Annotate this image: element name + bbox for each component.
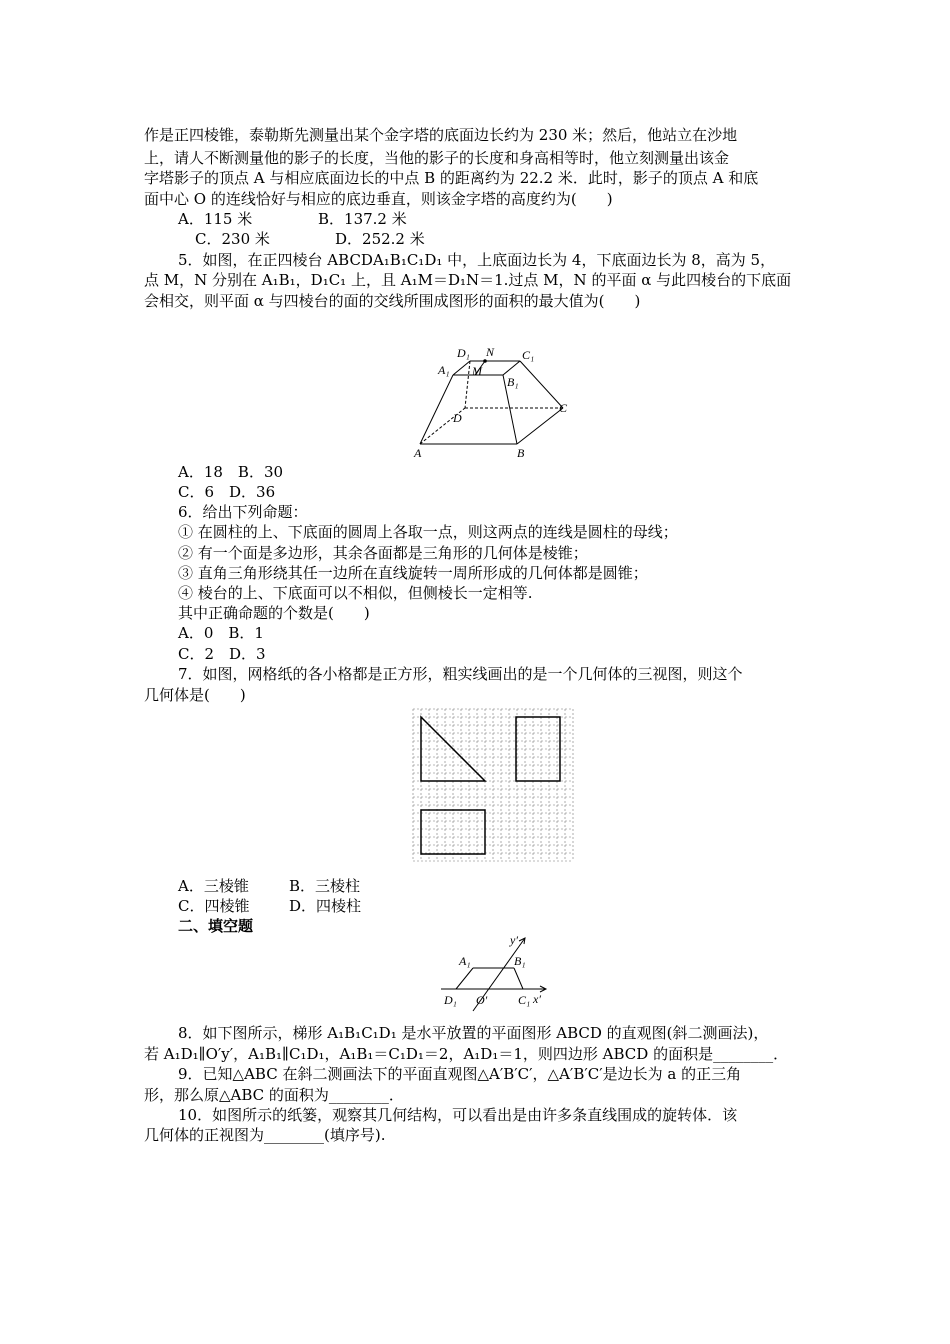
label-a: A	[414, 446, 422, 460]
q6-options-row1: A．0 B．1	[178, 624, 264, 642]
label-m: M	[472, 364, 482, 378]
q6-item2: ② 有一个面是多边形，其余各面都是三角形的几何体是棱锥；	[178, 544, 588, 562]
label-n: N	[486, 345, 495, 359]
q6-item4: ④ 棱台的上、下底面可以不相似，但侧棱长一定相等.	[178, 584, 533, 602]
label-b1: B₁	[514, 954, 526, 968]
label-x-prime: x′	[533, 992, 541, 1006]
label-d1: D₁	[457, 346, 470, 360]
q10-line1: 10．如图所示的纸篓，观察其几何结构，可以看出是由许多条直线围成的旋转体．该	[178, 1106, 738, 1124]
q7-option-b: B．三棱柱	[289, 877, 361, 895]
q7-option-c: C．四棱锥	[178, 897, 250, 915]
q4-option-c: C．230 米	[195, 230, 270, 248]
q4-line1: 作是正四棱锥，泰勒斯先测量出某个金字塔的底面边长约为 230 米；然后，他站立在沙地	[144, 126, 738, 144]
q6-item1: ① 在圆柱的上、下底面的圆周上各取一点，则这两点的连线是圆柱的母线；	[178, 523, 678, 541]
label-b1: B₁	[507, 375, 519, 389]
label-a1: A₁	[459, 954, 471, 968]
label-d1: D₁	[444, 993, 457, 1007]
label-o-prime: O′	[476, 993, 488, 1007]
label-c1: C₁	[518, 993, 531, 1007]
q9-line2: 形，那么原△ABC 的面积为________．	[144, 1086, 404, 1104]
q8-line2: 若 A₁D₁∥O′y′，A₁B₁∥C₁D₁，A₁B₁＝C₁D₁＝2，A₁D₁＝1，则四边形 ABCD 的面积是________．	[144, 1045, 789, 1063]
label-d: D	[453, 411, 462, 425]
q5-line1: 5．如图，在正四棱台 ABCDA₁B₁C₁D₁ 中，上底面边长为 4，下底面边长为 8，高为 5，	[178, 251, 776, 269]
q7-option-a: A．三棱锥	[178, 877, 249, 895]
three-view-grid-figure	[409, 705, 574, 866]
label-b: B	[517, 446, 525, 460]
q4-line3: 字塔影子的顶点 A 与相应底面边长的中点 B 的距离约为 22.2 米．此时，影子的顶点 A 和底	[144, 169, 759, 187]
label-c1: C₁	[522, 348, 535, 362]
q4-line2: 上，请人不断测量他的影子的长度，当他的影子的长度和身高相等时，他立刻测量出该金	[144, 149, 730, 167]
q5-line3: 会相交，则平面 α 与四棱台的面的交线所围成图形的面积的最大值为( )	[144, 292, 641, 310]
q10-line2: 几何体的正视图为________(填序号).	[144, 1126, 386, 1144]
label-c: C	[559, 401, 568, 415]
q8-line1: 8．如下图所示，梯形 A₁B₁C₁D₁ 是水平放置的平面图形 ABCD 的直观图(斜二测画法)，	[178, 1024, 769, 1042]
q5-options-row2: C．6 D．36	[178, 483, 276, 501]
label-y-prime: y′	[510, 933, 518, 947]
q9-line1: 9．已知△ABC 在斜二测画法下的平面直观图△A′B′C′，△A′B′C′是边长为 a 的正三角	[178, 1065, 742, 1083]
section-title-fill-in: 二、填空题	[178, 917, 254, 935]
q4-option-a: A．115 米	[178, 210, 253, 228]
oblique-trapezoid-figure	[436, 933, 551, 1013]
q7-line2: 几何体是( )	[144, 686, 246, 704]
q6-options-row2: C．2 D．3	[178, 645, 266, 663]
q5-line2: 点 M，N 分别在 A₁B₁，D₁C₁ 上，且 A₁M＝D₁N＝1.过点 M，N 的平面 α 与此四棱台的下底面	[144, 271, 792, 289]
frustum-figure	[405, 340, 590, 465]
label-a1: A₁	[438, 363, 450, 377]
q6-question: 其中正确命题的个数是( )	[178, 604, 370, 622]
q4-line4: 面中心 O 的连线恰好与相应的底边垂直，则该金字塔的高度约为( )	[144, 190, 613, 208]
q7-option-d: D．四棱柱	[289, 897, 362, 915]
q4-option-d: D．252.2 米	[335, 230, 425, 248]
q5-options-row1: A．18 B．30	[178, 463, 284, 481]
q6-line1: 6．给出下列命题：	[178, 503, 308, 521]
q6-item3: ③ 直角三角形绕其任一边所在直线旋转一周所形成的几何体都是圆锥；	[178, 564, 648, 582]
q4-option-b: B．137.2 米	[318, 210, 407, 228]
q7-line1: 7．如图，网格纸的各小格都是正方形，粗实线画出的是一个几何体的三视图，则这个	[178, 665, 743, 683]
